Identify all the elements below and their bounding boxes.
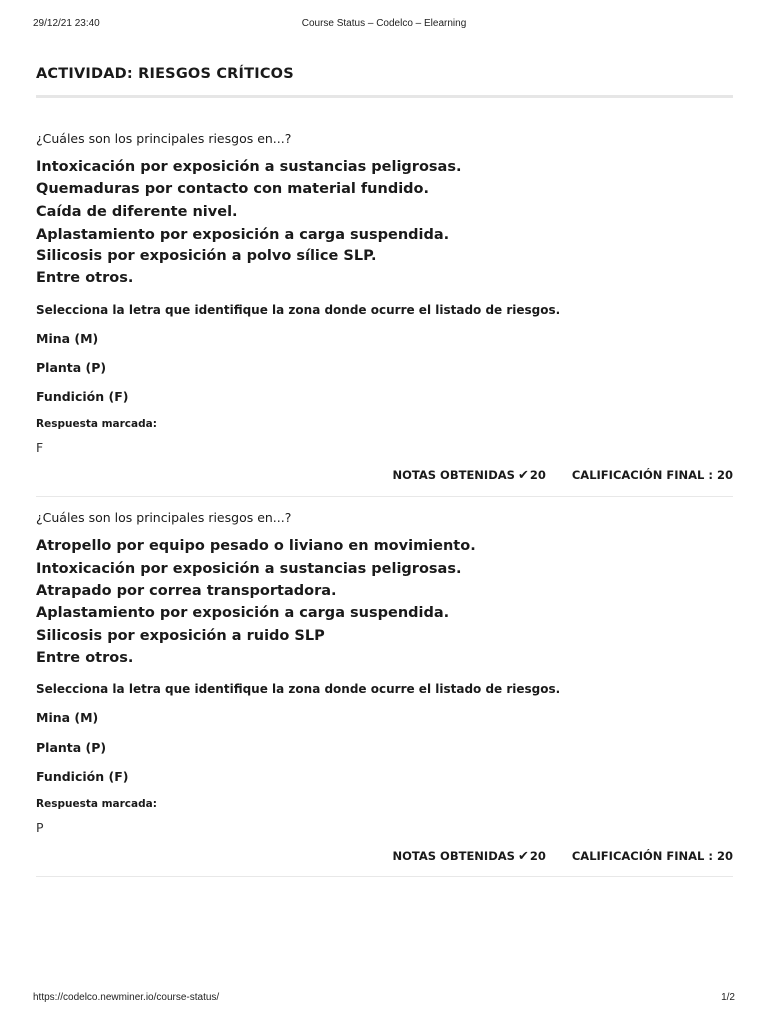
title-divider: [36, 95, 733, 98]
notas-label: NOTAS OBTENIDAS: [392, 849, 515, 863]
option-fundicion: Fundición (F): [36, 769, 129, 784]
option-fundicion: Fundición (F): [36, 389, 129, 404]
answer-value: F: [36, 440, 44, 455]
risk-item: Intoxicación por exposición a sustancias peligrosas.: [36, 159, 462, 175]
activity-title: ACTIVIDAD: RIESGOS CRÍTICOS: [36, 66, 294, 82]
checkmark-icon: ✔: [517, 468, 529, 483]
score-row: [393, 849, 733, 864]
risk-item: Aplastamiento por exposición a carga suspendida.: [36, 605, 450, 621]
question-divider: [36, 876, 733, 877]
question-prompt: ¿Cuáles son los principales riesgos en...?: [36, 510, 292, 525]
print-page-title: Course Status – Codelco – Elearning: [301, 18, 467, 29]
print-footer: [33, 992, 735, 1006]
notas-value: 20: [529, 468, 546, 482]
print-header: [33, 18, 735, 32]
score-row: [393, 468, 733, 483]
risk-item: Atrapado por correa transportadora.: [36, 583, 337, 599]
risk-item: Silicosis por exposición a polvo sílice SLP.: [36, 248, 377, 264]
calificacion-final: CALIFICACIÓN FINAL : 20: [571, 468, 733, 482]
option-mina: Mina (M): [36, 710, 99, 725]
risk-item: Entre otros.: [36, 650, 134, 666]
risk-item: Quemaduras por contacto con material fundido.: [36, 181, 430, 197]
print-page-number: 1/2: [721, 992, 735, 1003]
option-planta: Planta (P): [36, 740, 107, 755]
question-instruction: Selecciona la letra que identifique la zona donde ocurre el listado de riesgos.: [36, 303, 561, 317]
notas-label: NOTAS OBTENIDAS: [392, 468, 515, 482]
answer-value: P: [36, 820, 44, 835]
notas-value: 20: [529, 849, 546, 863]
option-planta: Planta (P): [36, 360, 107, 375]
risk-item: Intoxicación por exposición a sustancias peligrosas.: [36, 561, 462, 577]
risk-item: Caída de diferente nivel.: [36, 204, 238, 220]
print-date: 29/12/21 23:40: [33, 18, 100, 29]
question-instruction: Selecciona la letra que identifique la zona donde ocurre el listado de riesgos.: [36, 682, 561, 696]
option-mina: Mina (M): [36, 331, 99, 346]
risk-item: Atropello por equipo pesado o liviano en movimiento.: [36, 538, 476, 554]
risk-item: Aplastamiento por exposición a carga suspendida.: [36, 227, 450, 243]
calificacion-final: CALIFICACIÓN FINAL : 20: [571, 849, 733, 863]
question-divider: [36, 496, 733, 497]
answer-label: Respuesta marcada:: [36, 418, 157, 430]
risk-item: Silicosis por exposición a ruido SLP: [36, 628, 325, 644]
question-prompt: ¿Cuáles son los principales riesgos en...?: [36, 131, 292, 146]
risk-item: Entre otros.: [36, 270, 134, 286]
answer-label: Respuesta marcada:: [36, 798, 157, 810]
print-url: https://codelco.newminer.io/course-status/: [33, 992, 220, 1003]
checkmark-icon: ✔: [517, 849, 529, 864]
